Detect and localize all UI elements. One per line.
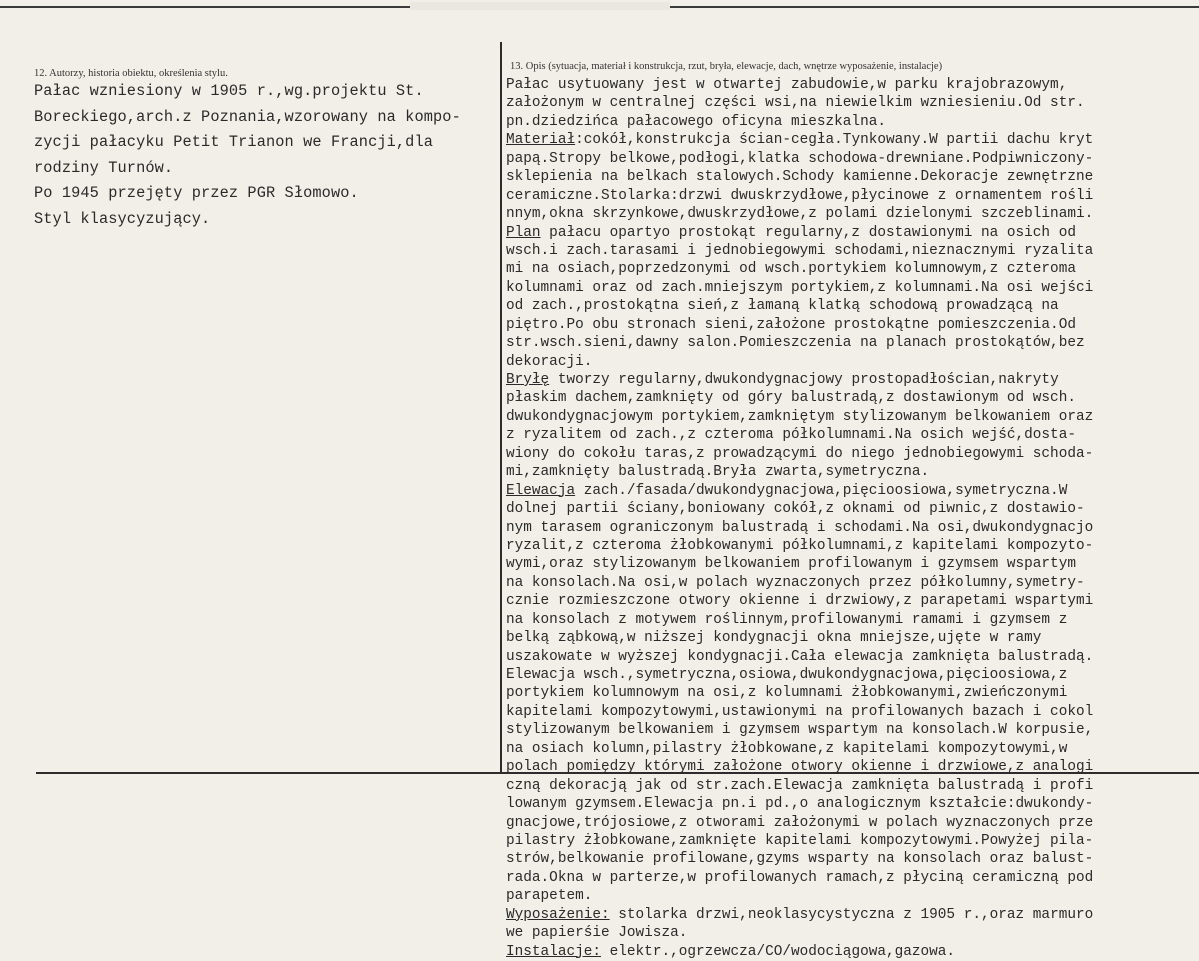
line-text: ryzalit,z czteroma żłobkowanymi półkolumnami,z kapitelami kompozyto- — [506, 537, 1094, 554]
section-13-line — [506, 168, 1199, 186]
line-text: we papierśie Jowisza. — [506, 925, 688, 942]
section-12-line: Styl klasycyzujący. — [34, 209, 211, 228]
section-13-line — [506, 260, 1199, 278]
underlined-term: Elewacja — [506, 482, 576, 499]
section-13-line — [506, 555, 1199, 573]
line-text: czną dekoracją jak od str.zach.Elewacja zamknięta balustradą i profi — [506, 777, 1094, 794]
section-12-line: rodziny Turnów. — [34, 158, 174, 177]
line-text: strów,belkowanie profilowane,gzyms wsparty na konsolach oraz balust- — [506, 851, 1094, 868]
section-13-line — [506, 519, 1199, 537]
line-text: pn.dziedzińca pałacowego oficyna mieszkalna. — [506, 113, 886, 130]
underlined-term: Wyposażenie: — [506, 906, 610, 923]
line-text: wymi,oraz stylizowanym belkowaniem profilowanym i gzymsem wspartym — [506, 556, 1076, 573]
section-13-line — [506, 666, 1199, 684]
line-text: nym tarasem ograniczonym balustradą i schodami.Na osi,dwukondygnacjo — [506, 519, 1094, 536]
line-text: z ryzalitem od zach.,z czteroma półkolumnami.Na osich wejść,dosta- — [506, 427, 1076, 444]
section-13-line — [506, 943, 1199, 961]
section-13-line — [506, 205, 1199, 223]
section-12-line: zycji pałacyku Petit Trianon we Francji,dla — [34, 133, 434, 151]
line-text: Elewacja wsch.,symetryczna,osiowa,dwukondygnacjowa,pięcioosiowa,z — [506, 667, 1068, 683]
section-13-line — [506, 869, 1199, 887]
section-13-line — [506, 187, 1199, 205]
section-12-line: Po 1945 przejęty przez PGR Słomowo. — [34, 184, 359, 202]
line-text: rada.Okna w parterze,w profilowanych ramach,z płyciną ceramiczną pod — [506, 869, 1094, 886]
section-13-line — [506, 758, 1199, 776]
section-13-line — [506, 150, 1199, 168]
section-12-line: Pałac wzniesiony w 1905 r.,wg.projektu St. — [34, 82, 424, 100]
line-text: belką ząbkową,w niższej kondygnacji okna mniejsze,ujęte w ramy — [506, 630, 1042, 647]
line-text: cznie rozmieszczone otwory okienne i drzwiowy,z parapetami wspartymi — [506, 593, 1094, 610]
section-13-line — [506, 334, 1199, 352]
line-text: gnacjowe,trójosiowe,z otworami założonymi w polach wyznaczonych prze — [506, 814, 1094, 831]
line-text: dekoracji. — [506, 353, 593, 370]
line-text: tworzy regularny,dwukondygnacjowy prostopadłościan,nakryty — [549, 372, 1059, 388]
line-text: piętro.Po obu stronach sieni,założone prostokątne pomieszczenia.Od — [506, 316, 1076, 333]
section-13-line — [506, 537, 1199, 555]
line-text: kapitelami kompozytowymi,ustawionymi na profilowanych bazach i cokol — [506, 703, 1094, 720]
underlined-term: Plan — [506, 224, 541, 241]
section-13-line — [506, 242, 1199, 260]
line-text: dwukondygnacjowym portykiem,zamkniętym stylizowanym belkowaniem oraz — [506, 408, 1094, 425]
line-text: nnym,okna skrzynkowe,dwuskrzydłowe,z polami dzielonymi szczeblinami. — [506, 206, 1094, 223]
section-13-line — [506, 703, 1199, 721]
section-12-body — [34, 79, 499, 232]
line-text: na osiach kolumn,pilastry żłobkowane,z kapitelami kompozytowymi,w — [506, 740, 1068, 757]
column-divider — [500, 42, 502, 772]
line-text: pilastry żłobkowane,zamknięte kapitelami kompozytowymi.Powyżej pila- — [506, 832, 1094, 849]
line-text: na konsolach z motywem roślinnym,profilowanymi ramami i gzymsem z — [506, 611, 1068, 628]
top-border-gap — [410, 2, 670, 10]
section-13-line — [506, 279, 1199, 297]
line-text: wsch.i zach.tarasami i jednobiegowymi schodami,nieznacznymi ryzalita — [506, 242, 1094, 259]
section-13-line — [506, 371, 1199, 389]
section-13-line — [506, 814, 1199, 832]
underlined-term: Instalacje: — [506, 943, 601, 960]
section-13-line — [506, 94, 1199, 112]
line-text: dolnej partii ściany,boniowany cokół,z oknami od piwnic,z dostawio- — [506, 501, 1085, 518]
line-text: stolarka drzwi,neoklasycystyczna z 1905 r.,oraz marmuro — [609, 906, 1094, 923]
underlined-term: Bryłę — [506, 372, 550, 388]
section-13-line — [506, 777, 1199, 795]
section-13-line — [506, 353, 1199, 371]
line-text: lowanym gzymsem.Elewacja pn.i pd.,o analogicznym kształcie:dwukondy- — [506, 796, 1094, 813]
section-13-line — [506, 574, 1199, 592]
section-13-line — [506, 76, 1199, 94]
line-text: uszakowate w wyższej kondygnacji.Cała elewacja zamknięta balustradą. — [506, 648, 1094, 665]
section-13-line — [506, 482, 1199, 500]
section-13-line — [506, 924, 1199, 942]
line-text: mi na osiach,poprzedzonymi od wsch.portykiem kolumnowym,z czteroma — [506, 261, 1076, 278]
line-text: założonym w centralnej części wsi,na niewielkim wzniesieniu.Od str. — [506, 95, 1085, 112]
section-13-line — [506, 611, 1199, 629]
section-13-body — [506, 76, 1199, 961]
section-13-line — [506, 224, 1199, 242]
line-text: zach./fasada/dwukondygnacjowa,pięcioosiowa,symetryczna.W — [575, 482, 1068, 499]
line-text: od zach.,prostokątna sień,z łamaną klatką schodową prowadzącą na — [506, 298, 1059, 315]
line-text: ceramiczne.Stolarka:drzwi dwuskrzydłowe,płycinowe z ornamentem rośli — [506, 187, 1094, 204]
line-text: stylizowanym belkowaniem i gzymsem wspartym na konsolach.W korpusie, — [506, 722, 1094, 739]
section-13-line — [506, 887, 1199, 905]
line-text: elektr.,ogrzewcza/CO/wodociągowa,gazowa. — [601, 943, 956, 960]
line-text: pałacu opartyo prostokąt regularny,z dostawionymi na osich od — [540, 224, 1076, 241]
section-12-line: Boreckiego,arch.z Poznania,wzorowany na kompo- — [34, 107, 461, 126]
section-13-line — [506, 316, 1199, 334]
section-13-line — [506, 297, 1199, 315]
line-text: portykiem kolumnowym na osi,z kolumnami żłobkowanymi,zwieńczonymi — [506, 685, 1068, 702]
section-13-line — [506, 721, 1199, 739]
section-13-line — [506, 389, 1199, 407]
section-13-line — [506, 113, 1199, 131]
section-13-line — [506, 500, 1199, 518]
line-text: sklepienia na belkach stalowych.Schody kamienne.Dekoracje zewnętrzne — [506, 169, 1094, 186]
section-13-line — [506, 463, 1199, 481]
section-13-line — [506, 684, 1199, 702]
section-13-line — [506, 408, 1199, 426]
line-text: str.wsch.sieni,dawny salon.Pomieszczenia na planach prostokątów,bez — [506, 335, 1085, 352]
section-13-line — [506, 906, 1199, 924]
line-text: :cokół,konstrukcja ścian-cegła.Tynkowany.W partii dachu kryt — [575, 132, 1094, 149]
section-13-line — [506, 445, 1199, 463]
section-13-line — [506, 131, 1199, 149]
section-13-line — [506, 426, 1199, 444]
line-text: parapetem. — [506, 888, 593, 905]
section-13-line — [506, 629, 1199, 647]
line-text: kolumnami oraz od zach.mniejszym portykiem,z kolumnami.Na osi wejści — [506, 279, 1094, 296]
section-13-line — [506, 832, 1199, 850]
line-text: mi,zamknięty balustradą.Bryła zwarta,symetryczna. — [506, 464, 930, 481]
section-13-line — [506, 795, 1199, 813]
line-text: papą.Stropy belkowe,podłogi,klatka schodowa-drewniane.Podpiwniczony- — [506, 150, 1094, 167]
section-13-line — [506, 592, 1199, 610]
section-13-line — [506, 740, 1199, 758]
line-text: na konsolach.Na osi,w polach wyznaczonych przez półkolumny,symetry- — [506, 574, 1085, 591]
section-12-header: 12. Autorzy, historia obiektu, określenia stylu. — [34, 68, 228, 79]
line-text: polach pomiędzy którymi założone otwory okienne i drzwiowe,z analogi — [506, 759, 1094, 776]
line-text: płaskim dachem,zamknięty od góry balustradą,z dostawionym od wsch. — [506, 390, 1076, 407]
underlined-term: Materiał — [506, 132, 576, 149]
section-13-header: 13. Opis (sytuacja, materiał i konstrukcja, rzut, bryła, elewacje, dach, wnętrze wyposażenie, instalacje) — [510, 61, 943, 72]
line-text: wiony do cokołu taras,z prowadzącymi do niego jednobiegowymi schoda- — [506, 445, 1094, 462]
line-text: Pałac usytuowany jest w otwartej zabudowie,w parku krajobrazowym, — [506, 77, 1068, 93]
section-13-line — [506, 648, 1199, 666]
section-13-line — [506, 850, 1199, 868]
